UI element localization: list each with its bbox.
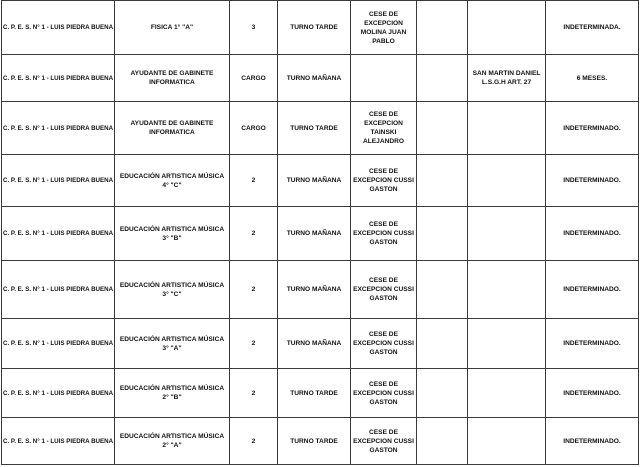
extra-cell xyxy=(417,155,468,207)
movement-cell: CESE DE EXCEPCION CUSSI GASTON xyxy=(351,319,417,369)
hours-cell: 3 xyxy=(230,1,278,55)
subject-cell: EDUCACIÓN ARTISTICA MÚSICA 3° "A" xyxy=(115,319,230,369)
school-cell: C. P. E. S. N° 1 - LUIS PIEDRA BUENA xyxy=(2,55,115,102)
extra-cell xyxy=(417,207,468,261)
shift-cell: TURNO MAÑANA xyxy=(278,155,351,207)
table-row xyxy=(2,155,639,207)
status-cell: INDETERMINADO. xyxy=(546,207,639,261)
status-cell: 6 MESES. xyxy=(546,55,639,102)
status-cell: INDETERMINADA. xyxy=(546,1,639,55)
subject-cell: FISICA 1° "A" xyxy=(115,1,230,55)
hours-cell: 2 xyxy=(230,369,278,418)
extra-cell xyxy=(417,319,468,369)
extra-cell xyxy=(417,369,468,418)
hours-cell: 2 xyxy=(230,261,278,319)
subject-cell: EDUCACIÓN ARTISTICA MÚSICA 2° "B" xyxy=(115,369,230,418)
status-cell: INDETERMINADO. xyxy=(546,319,639,369)
replacement-cell xyxy=(468,261,546,319)
hours-cell: 2 xyxy=(230,319,278,369)
school-cell: C. P. E. S. N° 1 - LUIS PIEDRA BUENA xyxy=(2,418,115,465)
school-cell: C. P. E. S. N° 1 - LUIS PIEDRA BUENA xyxy=(2,261,115,319)
replacement-cell xyxy=(468,102,546,155)
replacement-cell xyxy=(468,369,546,418)
status-cell: INDETERMINADO. xyxy=(546,418,639,465)
hours-cell: 2 xyxy=(230,418,278,465)
hours-cell: 2 xyxy=(230,155,278,207)
table-row xyxy=(2,1,639,55)
movement-cell: CESE DE EXCEPCION CUSSI GASTON xyxy=(351,261,417,319)
movement-cell: CESE DE EXCEPCION CUSSI GASTON xyxy=(351,155,417,207)
vacancies-table xyxy=(1,0,639,465)
school-cell: C. P. E. S. N° 1 - LUIS PIEDRA BUENA xyxy=(2,102,115,155)
movement-cell: CESE DE EXCEPCION MOLINA JUAN PABLO xyxy=(351,1,417,55)
subject-cell: EDUCACIÓN ARTISTICA MÚSICA 3° "B" xyxy=(115,207,230,261)
school-cell: C. P. E. S. N° 1 - LUIS PIEDRA BUENA xyxy=(2,369,115,418)
status-cell: INDETERMINADO. xyxy=(546,155,639,207)
school-cell: C. P. E. S. N° 1 - LUIS PIEDRA BUENA xyxy=(2,207,115,261)
table-row xyxy=(2,207,639,261)
replacement-cell xyxy=(468,319,546,369)
shift-cell: TURNO MAÑANA xyxy=(278,319,351,369)
movement-cell: CESE DE EXCEPCION TAINSKI ALEJANDRO xyxy=(351,102,417,155)
subject-cell: EDUCACIÓN ARTISTICA MÚSICA 2° "A" xyxy=(115,418,230,465)
shift-cell: TURNO TARDE xyxy=(278,369,351,418)
table-row xyxy=(2,369,639,418)
extra-cell xyxy=(417,261,468,319)
shift-cell: TURNO TARDE xyxy=(278,1,351,55)
extra-cell xyxy=(417,55,468,102)
replacement-cell xyxy=(468,155,546,207)
school-cell: C. P. E. S. N° 1 - LUIS PIEDRA BUENA xyxy=(2,1,115,55)
subject-cell: EDUCACIÓN ARTISTICA MÚSICA 3° "C" xyxy=(115,261,230,319)
hours-cell: CARGO xyxy=(230,55,278,102)
status-cell: INDETERMINADO. xyxy=(546,369,639,418)
subject-cell: AYUDANTE DE GABINETE INFORMATICA xyxy=(115,102,230,155)
table-row xyxy=(2,418,639,465)
extra-cell xyxy=(417,102,468,155)
hours-cell: 2 xyxy=(230,207,278,261)
table-row xyxy=(2,319,639,369)
replacement-cell: SAN MARTIN DANIEL L.S.G.H ART. 27 xyxy=(468,55,546,102)
extra-cell xyxy=(417,418,468,465)
movement-cell xyxy=(351,55,417,102)
extra-cell xyxy=(417,1,468,55)
replacement-cell xyxy=(468,207,546,261)
school-cell: C. P. E. S. N° 1 - LUIS PIEDRA BUENA xyxy=(2,155,115,207)
replacement-cell xyxy=(468,418,546,465)
table-row xyxy=(2,102,639,155)
school-cell: C. P. E. S. N° 1 - LUIS PIEDRA BUENA xyxy=(2,319,115,369)
movement-cell: CESE DE EXCEPCION CUSSI GASTON xyxy=(351,418,417,465)
shift-cell: TURNO MAÑANA xyxy=(278,261,351,319)
table-row xyxy=(2,55,639,102)
shift-cell: TURNO TARDE xyxy=(278,102,351,155)
status-cell: INDETERMINADO. xyxy=(546,102,639,155)
subject-cell: AYUDANTE DE GABINETE INFORMATICA xyxy=(115,55,230,102)
shift-cell: TURNO MAÑANA xyxy=(278,55,351,102)
shift-cell: TURNO TARDE xyxy=(278,418,351,465)
subject-cell: EDUCACIÓN ARTISTICA MÚSICA 4° "C" xyxy=(115,155,230,207)
movement-cell: CESE DE EXCEPCION CUSSI GASTON xyxy=(351,207,417,261)
status-cell: INDETERMINADO. xyxy=(546,261,639,319)
table-row xyxy=(2,261,639,319)
replacement-cell xyxy=(468,1,546,55)
movement-cell: CESE DE EXCEPCION CUSSI GASTON xyxy=(351,369,417,418)
hours-cell: CARGO xyxy=(230,102,278,155)
shift-cell: TURNO MAÑANA xyxy=(278,207,351,261)
